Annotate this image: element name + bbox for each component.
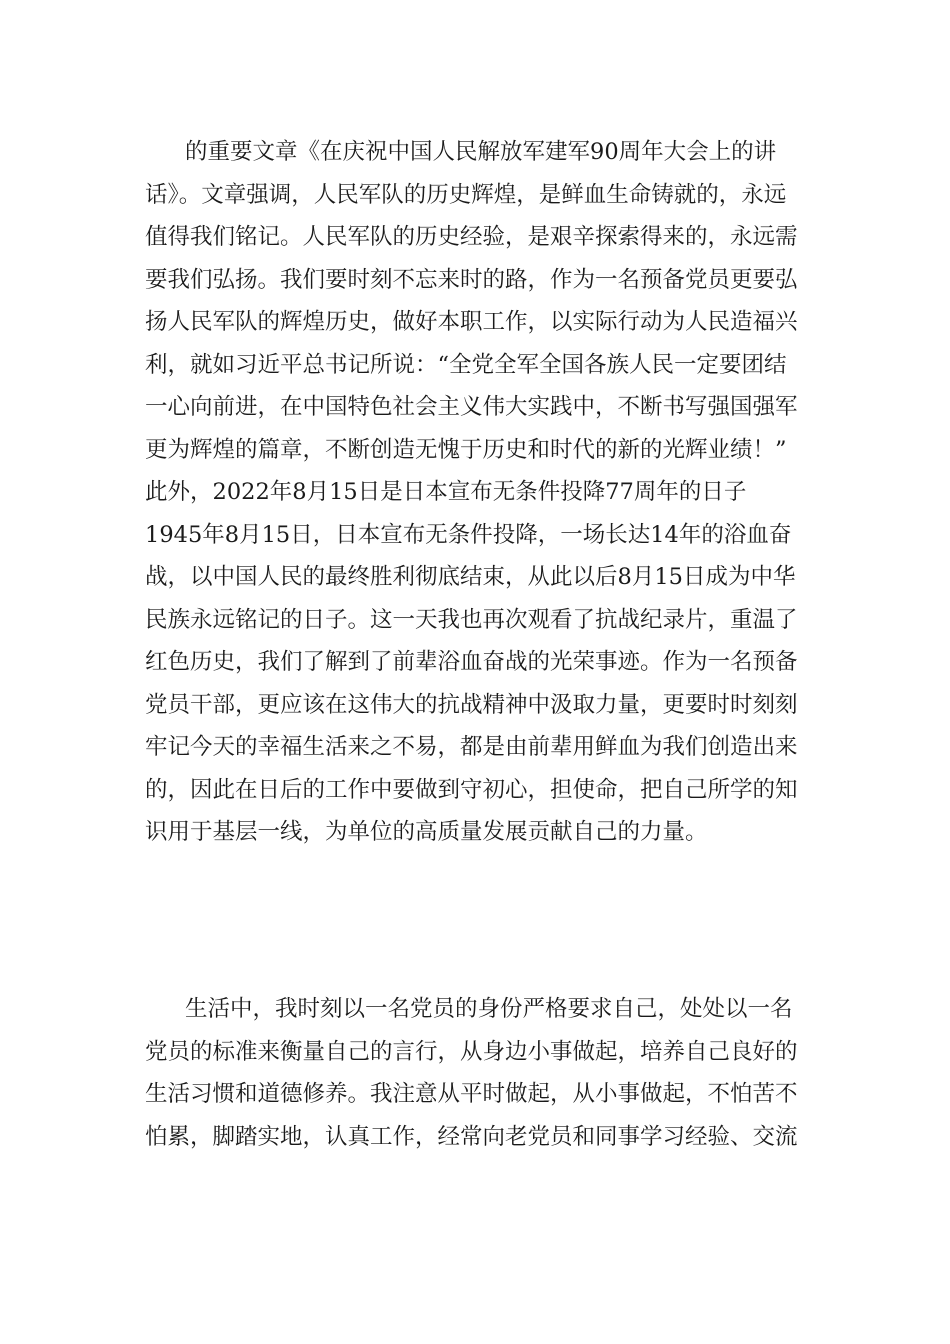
text-line: 一心向前进，在中国特色社会主义伟大实践中，不断书写强国强军 bbox=[145, 394, 798, 420]
text-line: 生活中，我时刻以一名党员的身份严格要求自己，处处以一名 bbox=[185, 996, 793, 1022]
text-line: 识用于基层一线，为单位的高质量发展贡献自己的力量。 bbox=[145, 819, 708, 845]
text-line: 更为辉煌的篇章，不断创造无愧于历史和时代的新的光辉业绩！” bbox=[145, 436, 787, 463]
text-line: 值得我们铭记。人民军队的历史经验，是艰辛探索得来的，永远需 bbox=[145, 224, 798, 250]
text-line: 扬人民军队的辉煌历史，做好本职工作，以实际行动为人民造福兴 bbox=[145, 309, 798, 335]
text-line: 民族永远铭记的日子。这一天我也再次观看了抗战纪录片，重温了 bbox=[145, 606, 798, 633]
text-line: 怕累，脚踏实地，认真工作，经常向老党员和同事学习经验、交流 bbox=[145, 1123, 798, 1150]
text-line: 要我们弘扬。我们要时刻不忘来时的路，作为一名预备党员更要弘 bbox=[145, 266, 798, 293]
text-line: 此外，2022年8月15日是日本宣布无条件投降77周年的日子 bbox=[145, 479, 747, 505]
text-line: 战，以中国人民的最终胜利彻底结束，从此以后8月15日成为中华 bbox=[145, 564, 796, 590]
text-line: 话》。文章强调，人民军队的历史辉煌，是鲜血生命铸就的，永远 bbox=[145, 181, 787, 208]
text-line: 党员干部，更应该在这伟大的抗战精神中汲取力量，更要时时刻刻 bbox=[145, 691, 798, 718]
paragraph-2 bbox=[145, 988, 810, 1158]
paragraph-1 bbox=[145, 131, 810, 854]
text-line: 1945年8月15日，日本宣布无条件投降，一场长达14年的浴血奋 bbox=[145, 521, 792, 548]
text-line: 的重要文章《在庆祝中国人民解放军建军90周年大会上的讲 bbox=[185, 139, 777, 165]
text-line: 利，就如习近平总书记所说：“全党全军全国各族人民一定要团结 bbox=[145, 351, 787, 378]
text-line: 生活习惯和道德修养。我注意从平时做起，从小事做起，不怕苦不 bbox=[145, 1081, 798, 1107]
text-line: 党员的标准来衡量自己的言行，从身边小事做起，培养自己良好的 bbox=[145, 1038, 798, 1065]
text-line: 的，因此在日后的工作中要做到守初心，担使命，把自己所学的知 bbox=[145, 776, 798, 803]
text-line: 红色历史，我们了解到了前辈浴血奋战的光荣事迹。作为一名预备 bbox=[145, 649, 798, 675]
text-line: 牢记今天的幸福生活来之不易，都是由前辈用鲜血为我们创造出来 bbox=[145, 734, 798, 760]
